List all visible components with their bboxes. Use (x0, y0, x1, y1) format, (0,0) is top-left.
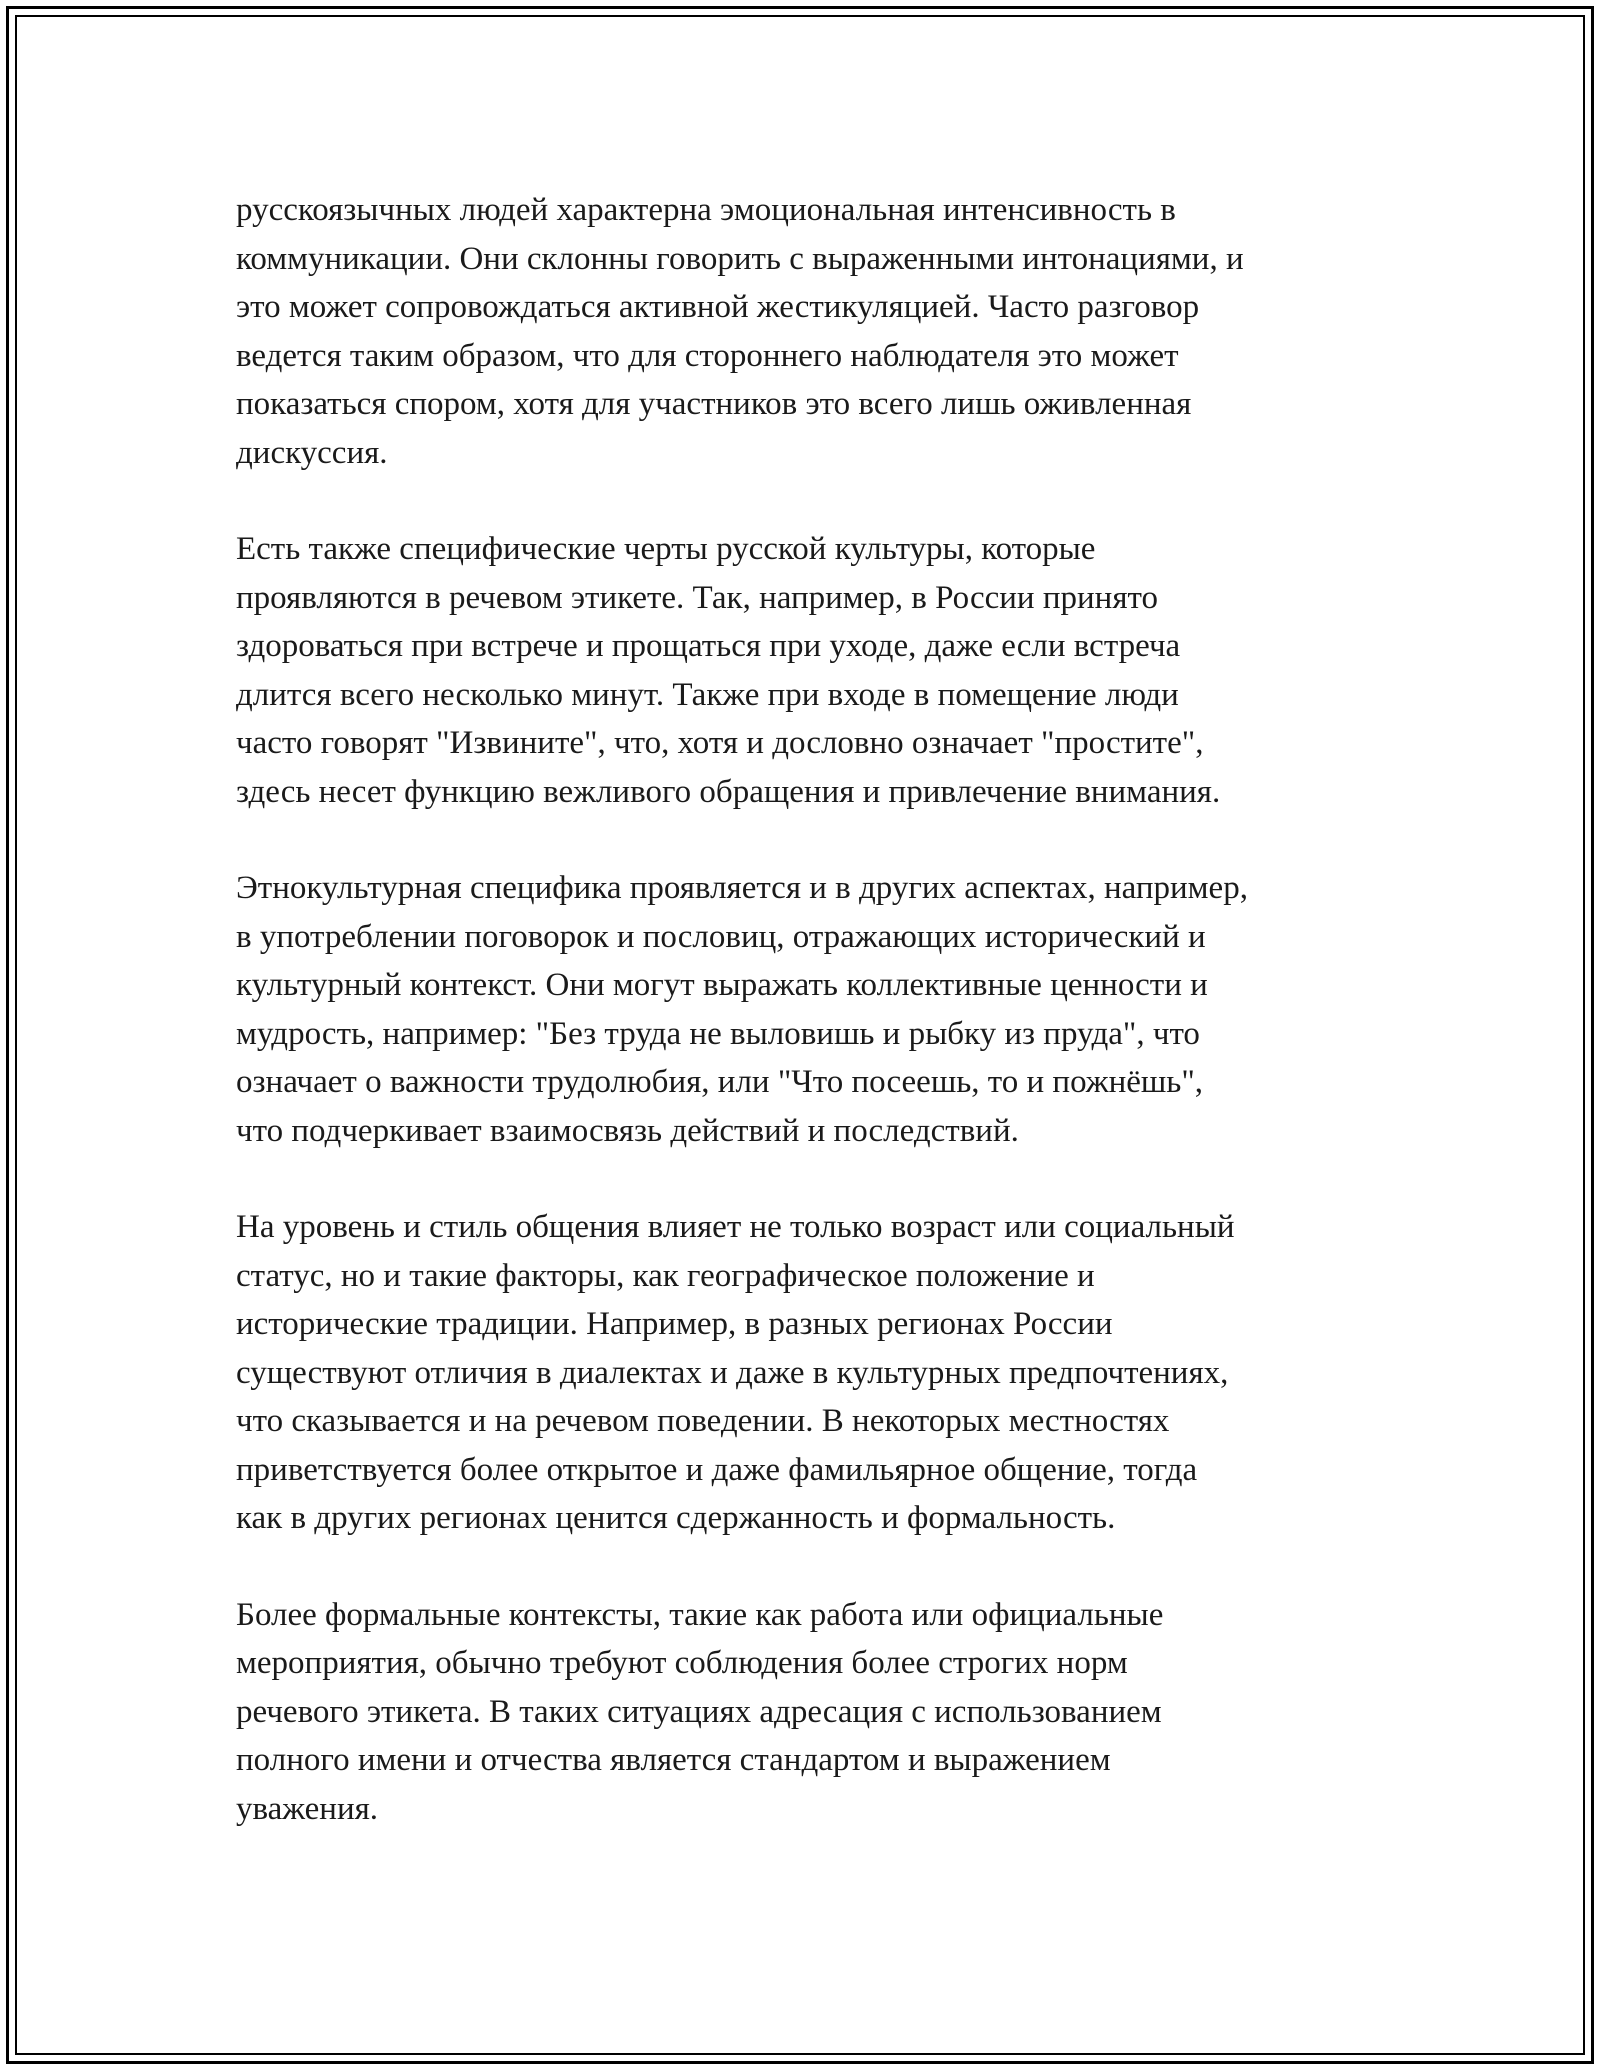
text-line: культурный контекст. Они могут выражать коллективные ценности и (236, 967, 1208, 1003)
text-line: мероприятия, обычно требуют соблюдения более строгих норм (236, 1645, 1128, 1681)
text-line: здесь несет функцию вежливого обращения и привлечение внимания. (236, 773, 1221, 810)
paragraph-3 (236, 864, 1386, 1155)
text-line: статус, но и такие факторы, как географическое положение и (236, 1257, 1095, 1294)
document-body (236, 186, 1386, 1881)
text-line: что сказывается и на речевом поведении. В некоторых местностях (236, 1403, 1170, 1439)
text-line: речевого этикета. В таких ситуациях адресация с использованием (236, 1693, 1162, 1730)
text-line: проявляются в речевом этикете. Так, например, в России принято (236, 579, 1158, 616)
text-line: здороваться при встрече и прощаться при уходе, даже если встреча (236, 628, 1181, 664)
text-line: означает о важности трудолюбия, или "Что посеешь, то и пожнёшь", (236, 1064, 1204, 1100)
text-line: это может сопровождаться активной жестикуляцией. Часто разговор (236, 289, 1200, 325)
text-line: Есть также специфические черты русской культуры, которые (236, 531, 1096, 567)
text-line: Более формальные контексты, такие как работа или официальные (236, 1596, 1164, 1633)
text-line: дискуссия. (236, 434, 388, 471)
text-line: часто говорят "Извините", что, хотя и дословно означает "простите", (236, 725, 1204, 761)
text-line: мудрость, например: "Без труда не выловишь и рыбку из пруда", что (236, 1015, 1200, 1052)
text-line: приветствуется более открытое и даже фамильярное общение, тогда (236, 1451, 1198, 1488)
text-line: полного имени и отчества является стандартом и выражением (236, 1742, 1111, 1778)
text-line: существуют отличия в диалектах и даже в культурных предпочтениях, (236, 1354, 1229, 1391)
paragraph-2 (236, 525, 1386, 816)
paragraph-5 (236, 1591, 1386, 1834)
text-line: в употреблении поговорок и пословиц, отражающих исторический и (236, 918, 1206, 955)
text-line: что подчеркивает взаимосвязь действий и последствий. (236, 1112, 1019, 1149)
text-line: исторические традиции. Например, в разных регионах России (236, 1306, 1113, 1342)
text-line: русскоязычных людей характерна эмоциональная интенсивность в (236, 192, 1176, 228)
text-line: ведется таким образом, что для стороннего наблюдателя это может (236, 337, 1179, 374)
text-line: Этнокультурная специфика проявляется и в других аспектах, например, (236, 870, 1248, 906)
text-line: длится всего несколько минут. Также при входе в помещение люди (236, 676, 1179, 713)
text-line: На уровень и стиль общения влияет не только возраст или социальный (236, 1209, 1235, 1245)
paragraph-4 (236, 1203, 1386, 1543)
text-line: показаться спором, хотя для участников это всего лишь оживленная (236, 386, 1192, 422)
text-line: как в других регионах ценится сдержанность и формальность. (236, 1500, 1116, 1536)
text-line: уважения. (236, 1790, 379, 1827)
text-line: коммуникации. Они склонны говорить с выраженными интонациями, и (236, 240, 1244, 277)
paragraph-1 (236, 186, 1386, 477)
